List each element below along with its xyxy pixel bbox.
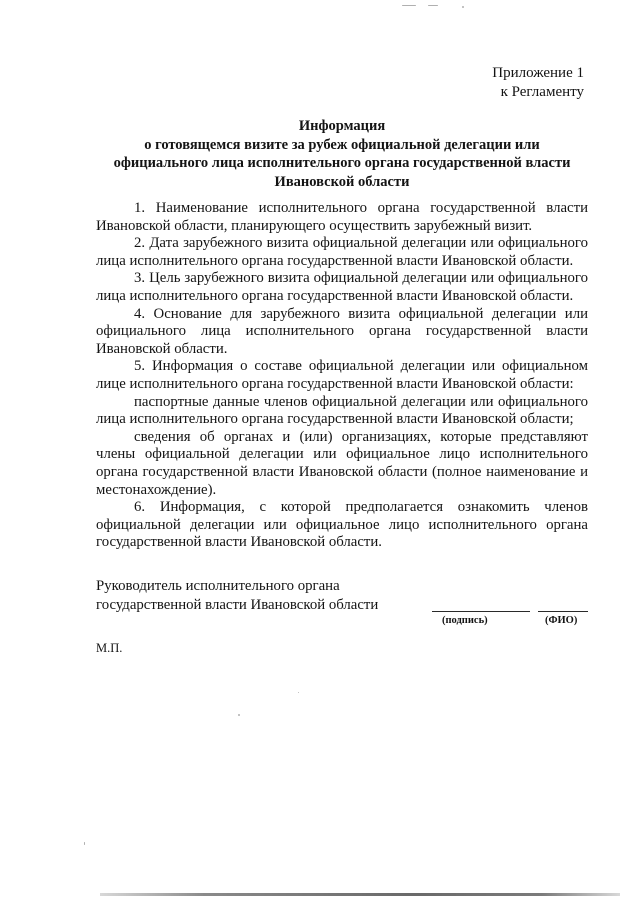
- scan-dot: [298, 692, 299, 693]
- scan-dot: [238, 714, 240, 716]
- scan-dot: [428, 5, 438, 6]
- appendix-number: Приложение 1: [492, 65, 584, 81]
- title-line: Ивановской области: [274, 173, 410, 190]
- document-title: [96, 117, 588, 191]
- list-item: 2. Дата зарубежного визита официальной делегации или официального лица исполнительного органа государственной власти Ивановской области.: [96, 235, 588, 269]
- title-line: о готовящемся визите за рубеж официальной делегации или: [144, 136, 540, 153]
- signatory-title-line: государственной власти Ивановской области: [96, 597, 379, 613]
- scan-dot: [462, 6, 464, 8]
- signatory-title-line: Руководитель исполнительного органа: [96, 578, 340, 594]
- list-subitem: сведения об органах и (или) организациях, которые представляют члены официальной делегации или официальное лицо исполнительного органа государственной власти Ивановской области (полное наименование и местонахождение).: [96, 428, 588, 498]
- name-underline: [538, 611, 588, 612]
- appendix-regulation: к Регламенту: [500, 84, 584, 100]
- list-item: 4. Основание для зарубежного визита официальной делегации или официального лица исполнительного органа государственной власти Ивановской области.: [96, 305, 588, 357]
- scan-artifact-top: [383, 4, 493, 8]
- list-subitem: паспортные данные членов официальной делегации или официального лица исполнительного органа государственной власти Ивановской области;: [96, 393, 588, 428]
- name-caption: (ФИО): [545, 615, 578, 626]
- list-item: 3. Цель зарубежного визита официальной делегации или официального лица исполнительного органа государственной власти Ивановской области.: [96, 270, 588, 304]
- scan-dot: [402, 5, 416, 6]
- title-line: официального лица исполнительного органа государственной власти: [113, 155, 571, 171]
- list-item: 5. Информация о составе официальной делегации или официальном лице исполнительного органа государственной власти Ивановской области:: [96, 358, 588, 392]
- scan-dot: [84, 842, 85, 845]
- signature-block: [96, 577, 378, 615]
- scan-artifact-bottom: [100, 893, 620, 896]
- signature-caption: (подпись): [442, 615, 488, 626]
- stamp-place-label: М.П.: [96, 641, 123, 655]
- title-heading: Информация: [298, 118, 386, 134]
- signature-underline: [432, 611, 530, 612]
- document-body: [96, 200, 588, 552]
- appendix-reference: [492, 64, 584, 102]
- list-item: 1. Наименование исполнительного органа государственной власти Ивановской области, планирующего осуществить зарубежный визит.: [96, 200, 588, 234]
- list-item: 6. Информация, с которой предполагается ознакомить членов официальной делегации или официальное лицо исполнительного органа государственной власти Ивановской области.: [96, 499, 588, 551]
